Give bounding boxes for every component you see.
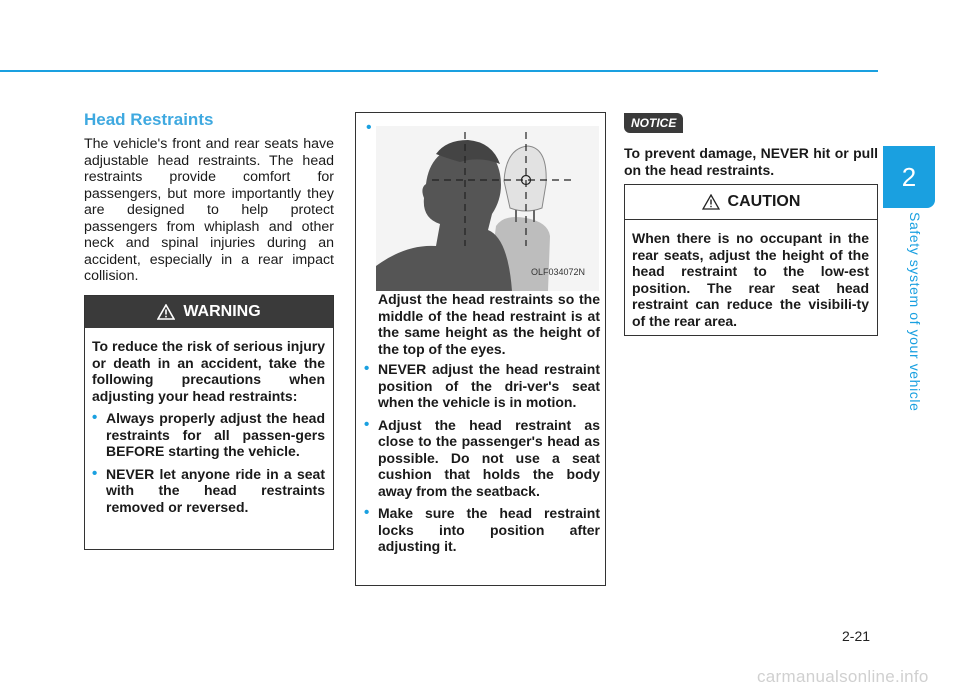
caution-text: When there is no occupant in the rear seats, adjust the height of the head restraint to the low-est position. The rear seat head restraint can reduce the visibili-ty of the rear area.	[632, 230, 869, 329]
warning-header	[85, 296, 333, 328]
head-restraint-box	[355, 112, 606, 586]
warning-bullet: • NEVER let anyone ride in a seat with the head restraints removed or reversed.	[92, 466, 325, 516]
instruction-paragraph: Adjust the head restraints so the middle of the head restraint is at the same height as the height of the top of the eyes.	[378, 291, 600, 357]
instruction-list	[364, 361, 600, 555]
instruction-bullet: • NEVER adjust the head restraint position of the dri-ver's seat when the vehicle is in motion.	[364, 361, 600, 411]
watermark: carmanualsonline.info	[757, 667, 929, 686]
warning-bullet: • Always properly adjust the head restraints for all passen-gers BEFORE starting the vehicle.	[92, 410, 325, 460]
notice-badge: NOTICE	[624, 113, 683, 133]
caution-title: CAUTION	[727, 193, 801, 210]
instruction-bullet: • Make sure the head restraint locks into position after adjusting it.	[364, 505, 600, 555]
chapter-number: 2	[901, 162, 917, 192]
caution-header	[625, 185, 877, 220]
caution-box	[624, 184, 878, 336]
intro-column	[84, 110, 334, 285]
head-restraint-instructions	[364, 291, 600, 561]
caution-body	[625, 220, 877, 329]
bullet-dot: •	[366, 119, 372, 136]
caution-triangle-icon	[702, 194, 720, 210]
instruction-bullet: • Adjust the head restraint as close to the passenger's head as possible. Do not use a seat cushion that holds the body away from the seatback.	[364, 417, 600, 500]
section-title: Safety system of your vehicle	[907, 212, 923, 412]
warning-list	[92, 410, 325, 515]
warning-triangle-icon	[157, 304, 175, 320]
warning-title: WARNING	[183, 303, 261, 320]
chapter-tab[interactable]	[883, 146, 935, 208]
warning-box	[84, 295, 334, 550]
top-rule	[0, 70, 878, 72]
notice-column	[624, 113, 878, 178]
page-number: 2-21	[842, 628, 871, 644]
notice-text: To prevent damage, NEVER hit or pull on the head restraints.	[624, 145, 878, 178]
image-code: OLF034072N	[531, 267, 586, 277]
intro-paragraph: The vehicle's front and rear seats have adjustable head restraints. The head restraints provide comfort for passengers, but more importantly they are designed to help protect passengers from whiplash and other neck and spinal injuries during an accident, especially in a rear impact collision.	[84, 136, 334, 284]
section-heading: Head Restraints	[84, 110, 214, 129]
warning-intro: To reduce the risk of serious injury or death in an accident, take the following precautions when adjusting your head restraints:	[92, 338, 325, 404]
warning-body	[85, 328, 333, 515]
